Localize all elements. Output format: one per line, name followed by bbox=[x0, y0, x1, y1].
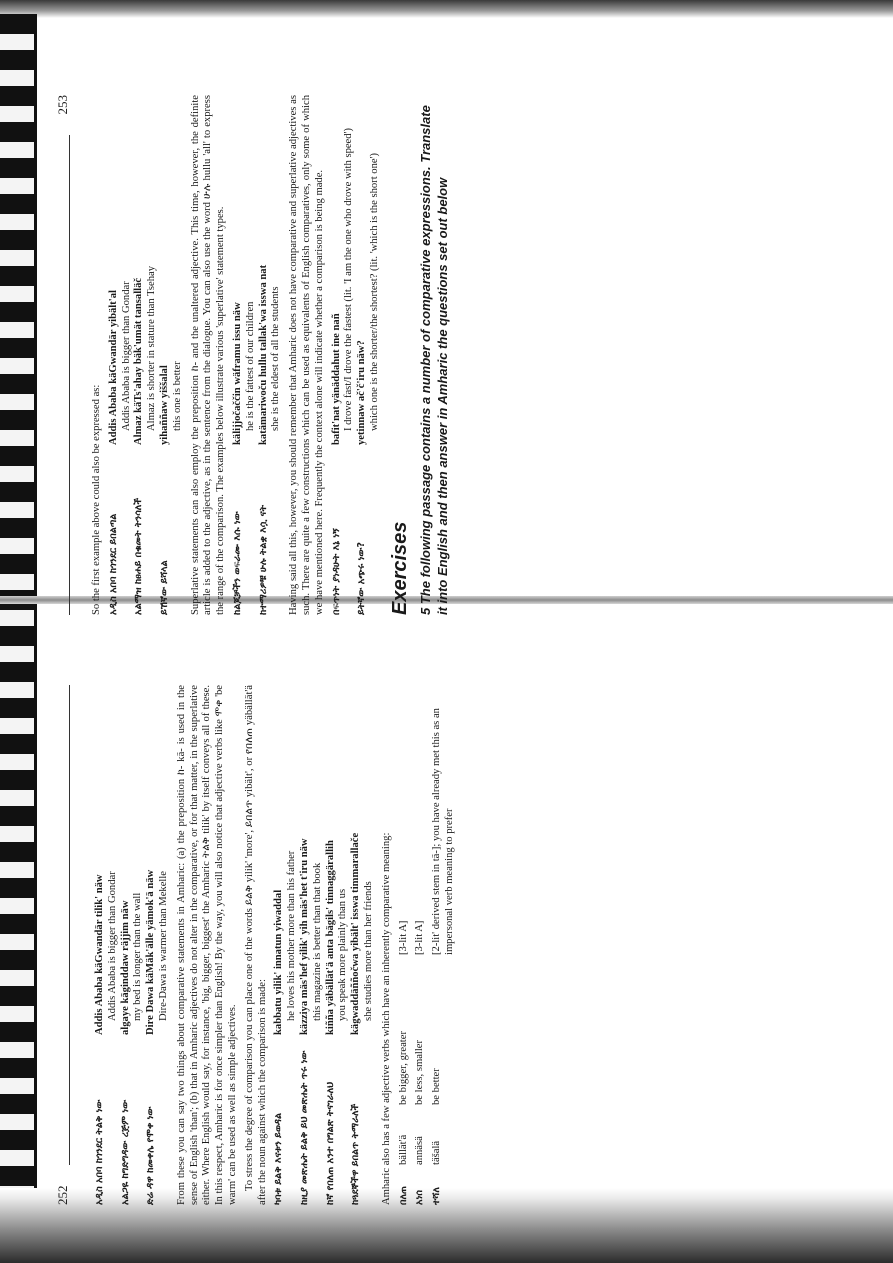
gloss: you speak more plainly than us bbox=[337, 888, 349, 1021]
example-group bbox=[273, 685, 375, 1205]
gloss: Addis Ababa is bigger than Gondar bbox=[120, 281, 132, 431]
page-body bbox=[91, 95, 451, 615]
page-252 bbox=[55, 645, 875, 1205]
gloss: she is the eldest of all the students bbox=[270, 286, 282, 431]
amharic-text: በፍጥነት ያነዳሁት እኔ ነኝ bbox=[330, 528, 342, 615]
gloss: Dire-Dawa is warmer than Mekelle bbox=[157, 870, 169, 1021]
amharic-text: ካባቱ ይልቅ እናቱን ይወዳል bbox=[273, 1113, 285, 1205]
example-row bbox=[325, 685, 351, 1205]
gloss: my bed is longer than the wall bbox=[132, 892, 144, 1021]
example-row bbox=[331, 95, 357, 615]
note: [3-lit A] bbox=[414, 920, 426, 955]
example-row bbox=[108, 95, 134, 615]
amharic-text: አዲስ አበባ ከጎንደር ይበልጣል bbox=[107, 513, 119, 615]
gloss: this magazine is better than that book bbox=[311, 862, 323, 1021]
gloss: he loves his mother more than his father bbox=[286, 850, 298, 1021]
amharic-text: ይትኛው አጭሩ ነው? bbox=[356, 542, 368, 615]
gloss: be bigger, greater bbox=[397, 1031, 409, 1105]
transliteration: käzziya mäs'hef yilik' yih mäs'het t'iru näw bbox=[298, 838, 310, 1035]
scan-edge-top bbox=[0, 0, 893, 18]
amharic-text: አነሰ bbox=[414, 1190, 426, 1205]
gloss: which one is the shorter/the shortest? (lit. 'which is the short one') bbox=[368, 152, 380, 431]
transliteration: bällät'ä bbox=[397, 1134, 409, 1165]
example-row bbox=[258, 95, 284, 615]
example-row bbox=[232, 95, 258, 615]
transliteration: Dire Dawa käMäk'älle yämok'ä näw bbox=[145, 869, 157, 1035]
transliteration: Addis Ababa käGwandär yibält'al bbox=[107, 290, 119, 445]
paragraph: Having said all this, however, you should remember that Amharic does not have comparative and superlative adjectives as such. There are quite a few constructions which can be used as equivalents of English comparatives, only some of which we have mentioned here. Frequently the context alone will indicate whether a comparison is being made. bbox=[288, 95, 325, 615]
amharic-text: ከዚያ መጽሔት ይልቅ ይህ መጽሔት ጥሩ ነው bbox=[298, 1050, 310, 1205]
example-row bbox=[120, 685, 146, 1205]
transliteration: bafit'nat yänäddahut ine nañ bbox=[330, 313, 342, 445]
note: [2-lit' derived stem in tä-]; you have already met this as an impersonal verb meaning to prefer bbox=[431, 708, 455, 955]
amharic-text: ከተማሪዎቹ ሁሉ ትልቋ እሷ ናት bbox=[257, 504, 269, 615]
note: [3-lit A] bbox=[397, 920, 409, 955]
page-number: 253 bbox=[55, 95, 70, 115]
transliteration: kabbatu yilik' innatun yiwaddal bbox=[273, 889, 285, 1035]
page-253 bbox=[55, 55, 875, 615]
example-row bbox=[145, 685, 171, 1205]
page-body bbox=[91, 685, 461, 1205]
gloss: this one is better bbox=[171, 361, 183, 431]
amharic-text: በለጠ bbox=[397, 1186, 409, 1205]
verb-row bbox=[398, 685, 411, 1205]
transliteration: annäsä bbox=[414, 1136, 426, 1165]
example-row bbox=[159, 95, 185, 615]
gloss: Addis Ababa is bigger than Gondar bbox=[106, 871, 118, 1021]
paragraph: Amharic also has a few adjective verbs which have an inherently comparative meaning: bbox=[380, 832, 392, 1205]
transliteration: kiññа yäbällät'ä anta bägils' tinnaggärallih bbox=[324, 840, 336, 1035]
transliteration: yetinnaw ač'č'iru näw? bbox=[356, 340, 368, 445]
amharic-text: ከኛ የበለጠ አንተ በግልጽ ትናገራለህ bbox=[324, 1081, 336, 1205]
transliteration: täšalä bbox=[431, 1140, 443, 1165]
example-row bbox=[350, 685, 376, 1205]
amharic-text: ከልጆቻችን ወፍራሙ እሱ ነው bbox=[231, 511, 243, 615]
paragraph: Superlative statements can also employ the preposition ከ- and the unaltered adjective. This time, however, the definite article is added to the adjective, as in the sentence from the dialogue. You can also use the word ሁሉ hullu 'all' to express the range of the comparison. The examples below illustrate various 'superlative' statement types. bbox=[189, 95, 227, 615]
example-group bbox=[108, 95, 185, 615]
spiral-binding bbox=[0, 14, 37, 1204]
verb-row bbox=[431, 685, 457, 1205]
rotated-book-spread bbox=[55, 55, 875, 1205]
verb-table bbox=[398, 685, 457, 1205]
transliteration: yihaññaw yiššalal bbox=[158, 365, 170, 445]
example-row bbox=[94, 685, 120, 1205]
paragraph: From these you can say two things about comparative statements in Amharic: (a) the preposition ከ- kä- is used in the sense of English 'than'; (b) that in Amharic adjectives do not alter in the comparative, or for that matter, in the superlative either. Where English would say, for instance, 'big, bigger, biggest' the Amharic ትልቅ tilik' by itself conveys all of these. In this respect, Amharic is for once simpler than English! By the way, you will also notice that adjective verbs like ሞቀ 'be warm' can be used as well as simple adjectives. bbox=[175, 685, 238, 1205]
amharic-text: አልማዝ ከፀሐይ በቁመት ትንሳለች bbox=[133, 497, 145, 615]
running-header bbox=[55, 685, 69, 1205]
header-rule bbox=[69, 135, 70, 615]
gloss: be better bbox=[431, 1068, 443, 1105]
transliteration: katämariwoču hullu tallak'wa isswa nat bbox=[257, 264, 269, 445]
amharic-text: አልጋዬ ከግድግዳው ረጅም ነው bbox=[119, 1099, 131, 1205]
header-rule bbox=[69, 685, 70, 1165]
transliteration: Almaz käTs'ahay bäk'umät tansalläč bbox=[133, 277, 145, 445]
transliteration: kägwaddäññočwa yibält' isswa timmarallače bbox=[350, 832, 362, 1035]
gloss: Almaz is shorter in stature than Tsehay bbox=[146, 266, 158, 431]
page-number: 252 bbox=[55, 1185, 70, 1205]
example-row bbox=[356, 95, 382, 615]
example-row bbox=[133, 95, 159, 615]
amharic-text: ይኸኛው ይሻላል bbox=[158, 560, 170, 615]
amharic-text: ድሬ ዳዋ ከመቀሌ የሞቀ ነው bbox=[145, 1106, 157, 1205]
amharic-text: ተሻለ bbox=[431, 1187, 443, 1205]
example-row bbox=[299, 685, 325, 1205]
amharic-text: ከጓደኞችዋ ይበልጥ ትማራለች bbox=[350, 1103, 362, 1205]
paragraph: So the first example above could also be expressed as: bbox=[91, 384, 102, 615]
gloss: be less, smaller bbox=[414, 1039, 426, 1105]
exercise-instruction: 5 The following passage contains a number of comparative expressions. Translate it into English and then answer in Amharic the questions set out below bbox=[417, 105, 450, 615]
paragraph: To stress the degree of comparison you can place one of the words ይልቅ yilik' 'more', ይበልጥ yibält', or የበለጠ yäbällät'ä after the noun against which the comparison is made: bbox=[243, 685, 268, 1205]
gloss: I drove fast/I drove the fastest (lit. 'I am the one who drove with speed') bbox=[343, 128, 355, 431]
running-header bbox=[55, 95, 69, 615]
example-row bbox=[273, 685, 299, 1205]
transliteration: Addis Ababa käGwandär tilik' näw bbox=[94, 874, 105, 1035]
transliteration: algaye käginddaw räjjim näw bbox=[119, 900, 131, 1035]
transliteration: kälijjočaččin wäframu issu näw bbox=[231, 302, 243, 445]
amharic-text: አዲስ አበባ ከጎንደር ትልቅ ነው bbox=[94, 1099, 105, 1205]
section-heading: Exercises bbox=[388, 521, 411, 615]
verb-row bbox=[414, 685, 427, 1205]
example-group bbox=[331, 95, 382, 615]
gloss: she studies more than her friends bbox=[362, 881, 374, 1021]
example-group bbox=[94, 685, 171, 1205]
example-group bbox=[232, 95, 283, 615]
gloss: he is the fattest of our children bbox=[244, 301, 256, 431]
